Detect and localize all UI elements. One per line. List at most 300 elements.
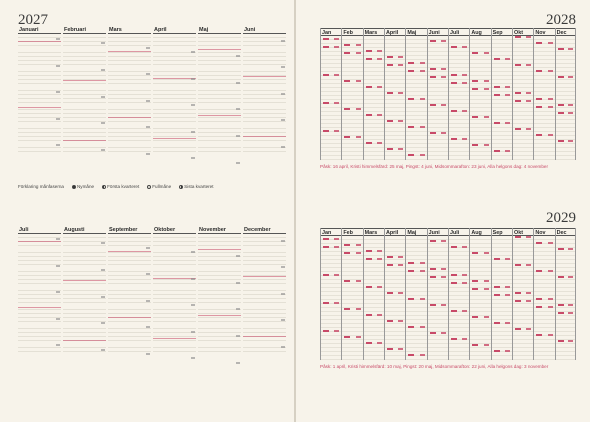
month-name: Januari [18,26,61,34]
week-number [568,248,573,250]
week-number [505,350,510,352]
month-days [406,236,426,360]
sunday-row [536,134,542,136]
week-number [377,50,382,52]
week-number [146,273,150,275]
legend-item-full-moon: Fullmåne [147,184,171,189]
sunday-row [494,122,500,124]
month-column [512,228,533,360]
month-column [469,228,490,360]
sunday-row [558,248,564,250]
month-column [320,28,341,160]
sunday-row [408,70,414,72]
week-number [191,157,195,159]
week-number [398,264,403,266]
week-number [334,130,339,132]
holiday-row [243,336,286,337]
sunday-row [323,302,329,304]
sunday-row [472,88,478,90]
month-name: April [153,26,196,34]
month-days [385,236,405,360]
sunday-row [430,276,436,278]
month-column [384,228,405,360]
week-number [146,47,150,49]
week-number [334,330,339,332]
month-name: Juni [243,26,286,34]
month-name: December [243,226,286,234]
month-name: Mars [108,26,151,34]
month-name: Okt [513,28,533,36]
half-year-calendar-top [18,26,286,152]
week-number [56,291,60,293]
week-number [526,128,531,130]
month-name: Feb [342,228,362,236]
week-number [101,296,105,298]
week-number [146,247,150,249]
week-number [236,255,240,257]
sunday-row [366,286,372,288]
week-number [484,144,489,146]
sunday-row [408,98,414,100]
month-name: Nov [534,228,554,236]
sunday-row [344,280,350,282]
sunday-row [472,344,478,346]
week-number [505,122,510,124]
sunday-row [366,50,372,52]
week-number [191,331,195,333]
month-name: Dec [556,28,575,36]
month-column [63,226,106,352]
sunday-row [408,62,414,64]
week-number [526,264,531,266]
sunday-row [515,236,521,238]
month-days [534,236,554,360]
month-days [63,34,106,152]
month-days [63,234,106,352]
sunday-row [387,56,393,58]
sunday-row [558,276,564,278]
week-number [484,280,489,282]
month-column [491,28,512,160]
month-days [449,236,469,360]
month-days [243,234,286,352]
month-days [449,36,469,160]
sunday-row [494,286,500,288]
month-name: Maj [406,28,426,36]
week-number [398,64,403,66]
holiday-row [18,307,61,308]
holiday-row [153,138,196,139]
month-column [153,26,196,152]
month-days [470,36,490,160]
month-days [364,36,384,160]
month-name: Juli [449,228,469,236]
sunday-row [323,102,329,104]
sunday-row [408,262,414,264]
sunday-row [472,144,478,146]
sunday-row [536,298,542,300]
month-name: Aug [470,228,490,236]
week-number [505,286,510,288]
month-days [428,236,448,360]
week-number [484,252,489,254]
week-number [398,320,403,322]
week-number [462,82,467,84]
year-title-2029: 2029 [546,210,576,226]
week-number [191,104,195,106]
month-column [363,28,384,160]
month-name: Nov [534,28,554,36]
sunday-row [515,328,521,330]
month-days [153,234,196,352]
week-number [356,80,361,82]
week-number [441,76,446,78]
month-column [491,228,512,360]
month-column [405,28,426,160]
month-name: Juli [18,226,61,234]
week-number [420,126,425,128]
week-number [101,322,105,324]
week-number [462,46,467,48]
sunday-row [472,52,478,54]
legend-item-first-quarter: Första kvarteret [102,184,139,189]
week-number [420,270,425,272]
sunday-row [387,64,393,66]
holiday-row [153,338,196,339]
week-number [101,269,105,271]
sunday-row [536,306,542,308]
week-number [236,282,240,284]
legend-item-new-moon: Nymåne [72,184,94,189]
week-number [548,270,553,272]
sunday-row [558,140,564,142]
sunday-row [430,304,436,306]
right-page [296,0,590,422]
sunday-row [408,154,414,156]
week-number [441,304,446,306]
sunday-row [494,86,500,88]
week-number [505,86,510,88]
month-days [243,34,286,152]
sunday-row [494,350,500,352]
week-number [56,265,60,267]
week-number [398,120,403,122]
month-name: Juni [428,28,448,36]
month-name: Okt [513,228,533,236]
week-number [334,238,339,240]
week-number [191,51,195,53]
sunday-row [451,338,457,340]
week-number [548,334,553,336]
week-number [236,362,240,364]
sunday-row [451,138,457,140]
holiday-row [243,136,286,137]
sunday-row [515,264,521,266]
month-days [198,34,241,152]
month-column [153,226,196,352]
month-days [513,36,533,160]
week-number [398,256,403,258]
sunday-row [430,268,436,270]
sunday-row [536,98,542,100]
week-number [441,332,446,334]
month-days [470,236,490,360]
sunday-row [344,308,350,310]
sunday-row [344,336,350,338]
week-number [101,242,105,244]
week-number [462,282,467,284]
sunday-row [430,332,436,334]
week-number [377,286,382,288]
full-moon-icon [147,185,151,189]
sunday-row [430,76,436,78]
sunday-row [494,150,500,152]
week-number [568,140,573,142]
holiday-row [63,340,106,341]
sunday-row [558,304,564,306]
sunday-row [387,292,393,294]
month-days [534,36,554,160]
sunday-row [366,258,372,260]
sunday-row [323,74,329,76]
week-number [526,328,531,330]
sunday-row [323,38,329,40]
holiday-row [243,276,286,277]
week-number [398,56,403,58]
week-number [462,338,467,340]
week-number [548,98,553,100]
month-days [406,36,426,160]
week-number [548,306,553,308]
sunday-row [494,94,500,96]
week-number [484,52,489,54]
sunday-row [472,252,478,254]
month-days [108,234,151,352]
month-days [321,236,341,360]
month-name: Februari [63,26,106,34]
week-number [420,98,425,100]
half-year-calendar-bottom [18,226,286,352]
week-number [377,250,382,252]
week-number [420,354,425,356]
week-number [146,100,150,102]
month-column [533,228,554,360]
week-number [191,304,195,306]
week-number [420,70,425,72]
week-number [281,66,285,68]
holiday-row [198,315,241,316]
week-number [101,349,105,351]
week-number [356,336,361,338]
sunday-row [451,274,457,276]
sunday-row [408,270,414,272]
week-number [568,104,573,106]
week-number [334,274,339,276]
sunday-row [536,242,542,244]
sunday-row [408,126,414,128]
week-number [568,304,573,306]
sunday-row [515,292,521,294]
week-number [281,146,285,148]
month-days [385,36,405,160]
week-number [56,65,60,67]
week-number [526,92,531,94]
sunday-row [536,334,542,336]
week-number [441,40,446,42]
sunday-row [366,342,372,344]
month-name: Jan [321,228,341,236]
month-column [427,28,448,160]
month-name: Aug [470,28,490,36]
moon-phase-legend [18,184,214,189]
week-number [281,346,285,348]
week-number [56,144,60,146]
week-number [548,42,553,44]
month-column [363,228,384,360]
sunday-row [515,100,521,102]
week-number [236,108,240,110]
week-number [191,251,195,253]
week-number [420,154,425,156]
sunday-row [344,244,350,246]
week-number [334,46,339,48]
week-number [191,278,195,280]
week-number [146,126,150,128]
month-name: Mars [364,228,384,236]
week-number [356,108,361,110]
week-number [356,252,361,254]
sunday-row [451,282,457,284]
week-number [101,96,105,98]
week-number [56,318,60,320]
sunday-row [408,298,414,300]
sunday-row [323,46,329,48]
week-number [398,348,403,350]
week-number [526,64,531,66]
week-number [484,316,489,318]
month-column [427,228,448,360]
new-moon-icon [72,185,76,189]
sunday-row [430,240,436,242]
sunday-row [387,256,393,258]
sunday-row [472,80,478,82]
week-number [505,58,510,60]
week-number [462,74,467,76]
sunday-row [344,80,350,82]
month-name: Dec [556,228,575,236]
holiday-row [18,241,61,242]
holiday-footnote-2028: Påsk: 16 april, Kristi himmelsfärd: 25 maj, Pingst: 4 juni, Midsommarafton: 23 juni, Alla helgons dag: 4 november [320,164,549,169]
sunday-row [451,110,457,112]
week-number [281,93,285,95]
sunday-row [536,42,542,44]
sunday-row [515,64,521,66]
last-quarter-icon [179,185,183,189]
sunday-row [472,288,478,290]
week-number [398,148,403,150]
week-number [548,70,553,72]
sunday-row [366,114,372,116]
week-number [441,104,446,106]
week-number [441,276,446,278]
week-number [441,268,446,270]
sunday-row [451,246,457,248]
sunday-row [558,48,564,50]
week-number [420,298,425,300]
month-name: Sep [492,228,512,236]
month-name: Oktober [153,226,196,234]
week-number [236,308,240,310]
week-number [281,319,285,321]
sunday-row [536,70,542,72]
sunday-row [472,280,478,282]
week-number [505,94,510,96]
month-column [555,228,576,360]
year-title: 2027 [18,12,48,28]
month-column [341,228,362,360]
sunday-row [387,348,393,350]
week-number [191,357,195,359]
week-number [568,76,573,78]
week-number [356,280,361,282]
month-days [428,36,448,160]
month-name: Mars [364,28,384,36]
week-number [526,300,531,302]
week-number [236,82,240,84]
sunday-row [366,86,372,88]
week-number [462,246,467,248]
month-name: Feb [342,28,362,36]
sunday-row [451,82,457,84]
sunday-row [387,320,393,322]
month-days [492,36,512,160]
holiday-row [63,140,106,141]
holiday-row [198,115,241,116]
sunday-row [387,92,393,94]
holiday-row [63,80,106,81]
month-name: April [385,228,405,236]
week-number [526,292,531,294]
week-number [441,132,446,134]
sunday-row [408,354,414,356]
week-number [334,302,339,304]
sunday-row [494,322,500,324]
week-number [281,293,285,295]
sunday-row [515,300,521,302]
week-number [56,238,60,240]
sunday-row [323,246,329,248]
sunday-row [558,104,564,106]
month-days [18,234,61,352]
year-calendar-2029 [320,228,576,360]
sunday-row [536,270,542,272]
holiday-row [18,107,61,108]
year-title-2028: 2028 [546,12,576,28]
week-number [398,92,403,94]
week-number [377,342,382,344]
week-number [484,116,489,118]
week-number [441,240,446,242]
sunday-row [515,92,521,94]
sunday-row [536,106,542,108]
sunday-row [366,142,372,144]
holiday-footnote-2029: Påsk: 1 april, Kristi himmelsfärd: 10 maj, Pingst: 20 maj, Midsommarafton: 22 juni, Alla helgons dag: 3 november [320,364,549,369]
week-number [236,162,240,164]
week-number [56,38,60,40]
week-number [236,55,240,57]
week-number [281,240,285,242]
month-days [153,34,196,152]
